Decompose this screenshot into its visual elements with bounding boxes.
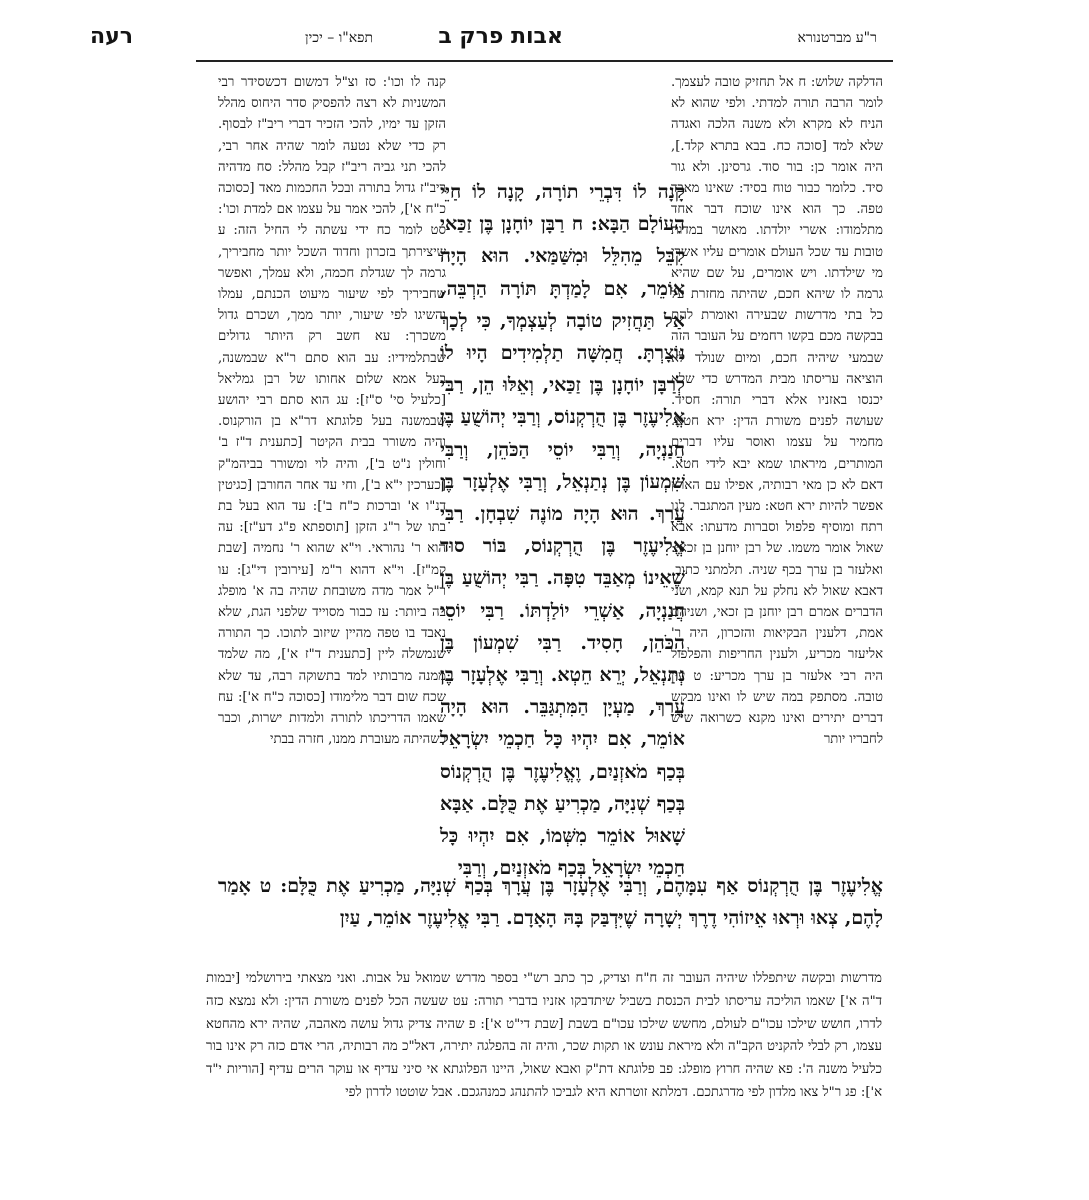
leaf-number: רעה — [89, 24, 133, 49]
mishna-text: קָנָה לוֹ דִּבְרֵי תוֹרָה, קָנָה לוֹ חַיֵּי הָעוֹלָם הַבָּא: ח רַבָּן יוֹחָנָן בֶּן זַכַּאי קִבֵּל מֵהִלֵּל וּמִשַּׁמַּאי. הוּא הָיָה אוֹמֵר, אִם לָמַדְתָּ תּוֹרָה הַרְבֵּה, אַל תַּחֲזִיק טוֹבָה לְעַצְמְךָ, כִּי לְכָךְ נוֹצָרְתָּ. חֲמִשָּׁה תַלְמִידִים הָיוּ לוֹ לְרַבָּן יוֹחָנָן בֶּן זַכַּאי, וְאֵלּוּ הֵן, רַבִּי אֱלִיעֶזֶר בֶּן הֻרְקְנוֹס, וְרַבִּי יְהוֹשֻׁעַ בֶּן חֲנַנְיָה, וְרַבִּי יוֹסֵי הַכֹּהֵן, וְרַבִּי שִׁמְעוֹן בֶּן נְתַנְאֵל, וְרַבִּי אֶלְעָזָר בֶּן עֲרָךְ. הוּא הָיָה מוֹנֶה שִׁבְחָן. רַבִּי אֱלִיעֶזֶר בֶּן הֻרְקְנוֹס, בּוֹר סוּד שֶׁאֵינוֹ מְאַבֵּד טִפָּה. רַבִּי יְהוֹשֻׁעַ בֶּן חֲנַנְיָה, אַשְׁרֵי יוֹלַדְתּוֹ. רַבִּי יוֹסֵי הַכֹּהֵן, חָסִיד. רַבִּי שִׁמְעוֹן בֶּן נְתַנְאֵל, יְרֵא חֵטְא. וְרַבִּי אֶלְעָזָר בֶּן עֲרָךְ, מַעְיָן הַמִּתְגַּבֵּר. הוּא הָיָה אוֹמֵר, אִם יִהְיוּ כָּל חַכְמֵי יִשְׂרָאֵל בְּכַף מֹאזְנַיִם, וֶאֱלִיעֶזֶר בֶּן הֻרְקְנוֹס בְּכַף שְׁנִיָּה, מַכְרִיעַ אֶת כֻּלָּם. אַבָּא שָׁאוּל אוֹמֵר מִשְּׁמוֹ, אִם יִהְיוּ כָּל חַכְמֵי יִשְׂרָאֵל בְּכַף מֹאזְנַיִם, וְרַבִּי — [440, 181, 685, 880]
commentary-text: קנה לו וכו': סז וצ"ל דמשום דכשסידר רבי המשניות לא רצה להפסיק סדר היחוס מהלל הזקן עד ימיו, להכי הזכיר דברי ריב"ז לבסוף. רק כדי שלא נטעה לומר שהיה אחר רבי, להכי תני גביה ריב"ז קבל מהלל: סח מדהיה ריב"ז גדול בתורה ובכל החכמות מאד [כסוכה כ"ח א'], להכי אמר על עצמו אם למדת וכו': סט לומר כח ידי עשתה לי החיל הזה: ע שיצירתך בזכרון וחדוד השכל יותר מחביריך, גרמה לך שגדלת חכמה, ולא עמלך, ואפשר שחביריך לפי שיעור מיעוט הכנתם, עמלו והשיגו לפי שיעור, יותר ממך, ושכרם גדול משכרך: עא חשב רק היותר גדולים שבתלמידיו: עב הוא סתם ר"א שבמשנה, בעל אמא שלום אחותו של רבן גמליאל [כלעיל סי' ס"ז]: עג הוא סתם רבי יהושע שבמשנה בעל פלוגתא דר"א בן הורקנוס. והיה משורר בבית הקיטר [כתענית ד"ז ב' וחולין נ"ט ב'], והיה לוי ומשורר בביהמ"ק [כערכין י"א ב'], וחי עד אחר החורבן [כגיטין דנ"ו א' וברכות כ"ח ב']: עד הוא בעל בת בתו של ר"ג הזקן [תוספתא פ"ג דע"ז]: עה הוא ר' נהוראי. וי"א שהוא ר' נחמיה [שבת קמ"ז]. וי"א דהוא ר"מ [עירובין די"ג]: עו ר"ל אמר מדה משובחת שהיה בה א' מופלג בה ביותר: עז כבור מסוייד שלפני הגת, שלא נאבד בו טפה מהיין שיזוב לתוכו. כך התורה שנמשלה ליין [כתענית ד"ז א'], מה שלמד ממנה מרבותיו למד בתשוקה רבה, עד שלא שכח שום דבר מלימודו [כסוכה כ"ח א']: עח שאמו הדריכתו לתורה ולמדות ישרות, וכבר כשהיתה מעוברת ממנו, חזרה בבתי — [218, 75, 446, 748]
mishna-column — [440, 176, 685, 884]
footnotes-text: מדרשות ובקשה שיתפללו שיהיה העובר זה ח"ח וצדיק, כך כתב רש"י בספר מדרש שמואל על אבות. ואני מצאתי בירושלמי [יבמות ד"ה א'] שאמו הוליכה עריסתו לבית הכנסת בשביל שיתדבקו אזניו בדברי תורה: עט שעשה הכל לפנים משורת הדין: ולא נמצא כזה לדרו, חושש שילכו עכו"ם לעולם, מחשש שילכו עכו"ם בשבת [שבת די"ט א']: פ שהיה צדיק גדול עושה מאהבה, שהיה ירא מהחטא עצמו, רק לבלי להקניט הקב"ה ולא מיראת עונש או תקות שכר, והיה זה בהפלגה יתירה, דאל"כ מה רבותיה, הרי אדם כזה רק אינו בור כלעיל משנה ה': פא שהיה חרוץ מופלג: פב פלוגתא דת"ק ואבא שאול, היינו הפלוגתא אי סיני עדיף או עוקר הרים עדיף [הוריות י"ד א']: פג ר"ל צאו מלדון לפי מדרגתכם. דמלתא זוטרתא היא לגביכו להתנהג כמנהגכם. אבל שוטטו לדרון לפי — [206, 971, 882, 1100]
commentary-text: הדלקה שלוש: ח אל תחזיק טובה לעצמך. לומר הרבה תורה למדתי. ולפי שהוא לא הניח לא מקרא ולא משנה הלכה ואגדה שלא למד [סוכה כח. בבא בתרא קלד.], היה אומר כן: בור סוד. גרסינן. ולא גור סיד. כלומר כבור טוח בסיד: שאינו מאבד טפה. כך הוא אינו שוכח דבר אחד מתלמודו: אשרי יולדתו. מאושר במדות טובות עד שכל העולם אומרים עליו אשרי מי שילדתו. ויש אומרים, על שם שהיא גרמה לו שיהא חכם, שהיתה מחזרת על כל בתי מדרשות שבעירה ואומרת להם בבקשה מכם בקשו רחמים על העובר הזה שבמעי שיהיה חכם, ומיום שנולד לא הוציאה עריסתו מבית המדרש כדי שלא יכנסו באזניו אלא דברי תורה: חסיד. שעושה לפנים משורת הדין: ירא חטא. מחמיר על עצמו ואוסר עליו דברים המותרים, מיראתו שמא יבא לידי חטא. דאם לא כן מאי רבותיה, אפילו עם הארץ אפשר להיות ירא חטא: מעין המתגבר. לגו רתח ומוסיף פלפול וסברות מדעתו: אבא שאול אומר משמו. של רבן יוחנן בן זכאי: ואלעזר בן ערך בכף שניה. תלמתני כתוב, דאבא שאול לא נחלק על תנא קמא, ושני הדברים אמרם רבן יוחנן בן זכאי, ושניהם אמת, דלענין הבקיאות והזכרון, היה ר' אליעזר מכריע, ולענין החריפות והפלפול היה רבי אלעזר בן ערך מכריע: ט עין טובה. מסתפק במה שיש לו ואינו מבקש דברים יתירים ואינו מקנא כשרואה שיש לחבריו יותר — [671, 75, 883, 748]
commentary-title: ר"ע מברטנורא — [797, 30, 877, 46]
header-rule — [196, 60, 893, 62]
mishna-text: אֱלִיעֶזֶר בֶּן הֻרְקְנוֹס אַף עִמָּהֶם, וְרַבִּי אֶלְעָזָר בֶּן עֲרָךְ בְּכַף שְׁנִיָּה, מַכְרִיעַ אֶת כֻּלָּם: ט אָמַר לָהֶם, צְאוּ וּרְאוּ אֵיזוֹהִי דֶרֶךְ יְשָׁרָה שֶׁיִּדְבַּק בָּהּ הָאָדָם. רַבִּי אֱלִיעֶזֶר אוֹמֵר, עַיִן — [218, 875, 883, 930]
commentary-tiferet-column — [218, 72, 446, 751]
header-years: תפא"ו – יכין — [305, 30, 373, 46]
chapter-title: אבות פרק ב — [438, 24, 563, 49]
commentary-bartenura-column — [671, 72, 883, 751]
running-header — [89, 24, 893, 58]
footnotes-block — [206, 968, 882, 1105]
mishna-continuation — [218, 870, 883, 934]
